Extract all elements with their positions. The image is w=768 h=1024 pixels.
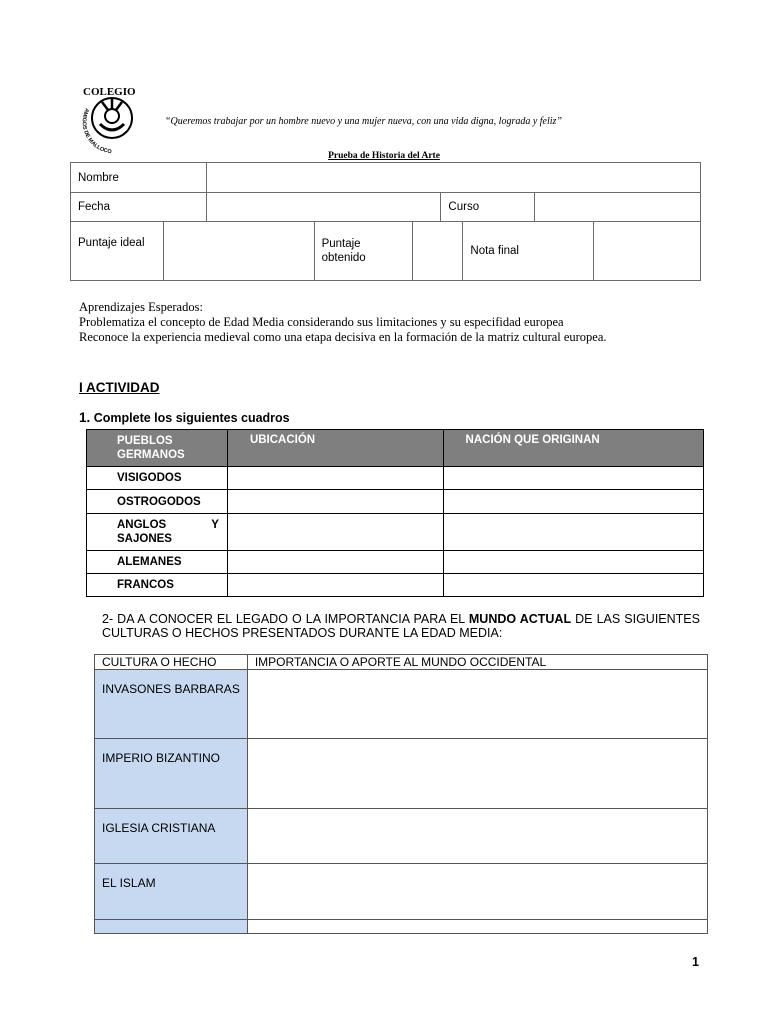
- course-label: Curso: [441, 193, 535, 222]
- culture-bizantino: IMPERIO BIZANTINO: [95, 739, 248, 809]
- header-culture: CULTURA O HECHO: [95, 655, 248, 670]
- header-location: UBICACIÓN: [227, 430, 443, 467]
- importance-field[interactable]: [247, 864, 707, 920]
- final-grade-field[interactable]: [594, 222, 701, 281]
- culture-islam: EL ISLAM: [95, 864, 248, 920]
- obtained-score-field[interactable]: [413, 222, 463, 281]
- question-2: 2- DA A CONOCER EL LEGADO O LA IMPORTANCIA PARA EL MUNDO ACTUAL DE LAS SIGUIENTES CULTURAS O HECHOS PRESENTADOS DURANTE LA EDAD MEDIA:: [102, 612, 700, 640]
- people-ostrogodos: OSTROGODOS: [87, 490, 228, 514]
- people-francos: FRANCOS: [87, 574, 228, 597]
- document-title: Prueba de Historia del Arte: [328, 151, 440, 161]
- final-grade-label: Nota final: [463, 222, 594, 281]
- people-anglos-sajones: ANGLOS Y SAJONES: [87, 514, 228, 551]
- name-field[interactable]: [206, 163, 700, 193]
- importance-field[interactable]: [247, 670, 707, 739]
- location-field[interactable]: [227, 514, 443, 551]
- culture-empty: [95, 920, 248, 934]
- nation-field[interactable]: [443, 514, 703, 551]
- learning-objectives: [79, 300, 700, 345]
- header-peoples: PUEBLOS GERMANOS: [87, 430, 228, 467]
- nation-field[interactable]: [443, 551, 703, 574]
- objectives-heading: Aprendizajes Esperados:: [79, 300, 203, 314]
- ideal-score-field[interactable]: [163, 222, 314, 281]
- culture-invasiones: INVASONES BARBARAS: [95, 670, 248, 739]
- logo-title-text: COLEGIO: [83, 86, 136, 98]
- nation-field[interactable]: [443, 490, 703, 514]
- school-motto: “Queremos trabajar por un hombre nuevo y una mujer nueva, con una vida digna, lograda y feliz”: [165, 116, 562, 127]
- school-logo: [78, 84, 158, 156]
- importance-field[interactable]: [247, 809, 707, 864]
- header-importance: IMPORTANCIA O APORTE AL MUNDO OCCIDENTAL: [247, 655, 707, 670]
- nation-field[interactable]: [443, 574, 703, 597]
- header-nation: NACIÓN QUE ORIGINAN: [443, 430, 703, 467]
- course-field[interactable]: [535, 193, 701, 222]
- nation-field[interactable]: [443, 467, 703, 490]
- logo-ring-text: AMIGOS DE MALLOCO: [80, 107, 112, 156]
- people-alemanes: ALEMANES: [87, 551, 228, 574]
- obtained-score-label: Puntaje obtenido: [314, 222, 413, 281]
- page-number: 1: [692, 955, 699, 969]
- legacy-table: [94, 654, 708, 934]
- student-info-table: [70, 162, 701, 281]
- date-field[interactable]: [206, 193, 441, 222]
- people-visigodos: VISIGODOS: [87, 467, 228, 490]
- question-1: 1. Complete los siguientes cuadros: [79, 410, 290, 425]
- location-field[interactable]: [227, 574, 443, 597]
- location-field[interactable]: [227, 551, 443, 574]
- importance-field[interactable]: [247, 920, 707, 934]
- location-field[interactable]: [227, 467, 443, 490]
- name-label: Nombre: [71, 163, 207, 193]
- objective-2: Reconoce la experiencia medieval como una etapa decisiva en la formación de la matriz cultural europea.: [79, 330, 607, 344]
- section-title: I ACTIVIDAD: [79, 380, 160, 395]
- germanic-peoples-table: [86, 429, 704, 597]
- location-field[interactable]: [227, 490, 443, 514]
- ideal-score-label: Puntaje ideal: [71, 222, 164, 281]
- objective-1: Problematiza el concepto de Edad Media considerando sus limitaciones y su especifidad europea: [79, 315, 564, 329]
- importance-field[interactable]: [247, 739, 707, 809]
- culture-iglesia: IGLESIA CRISTIANA: [95, 809, 248, 864]
- date-label: Fecha: [71, 193, 207, 222]
